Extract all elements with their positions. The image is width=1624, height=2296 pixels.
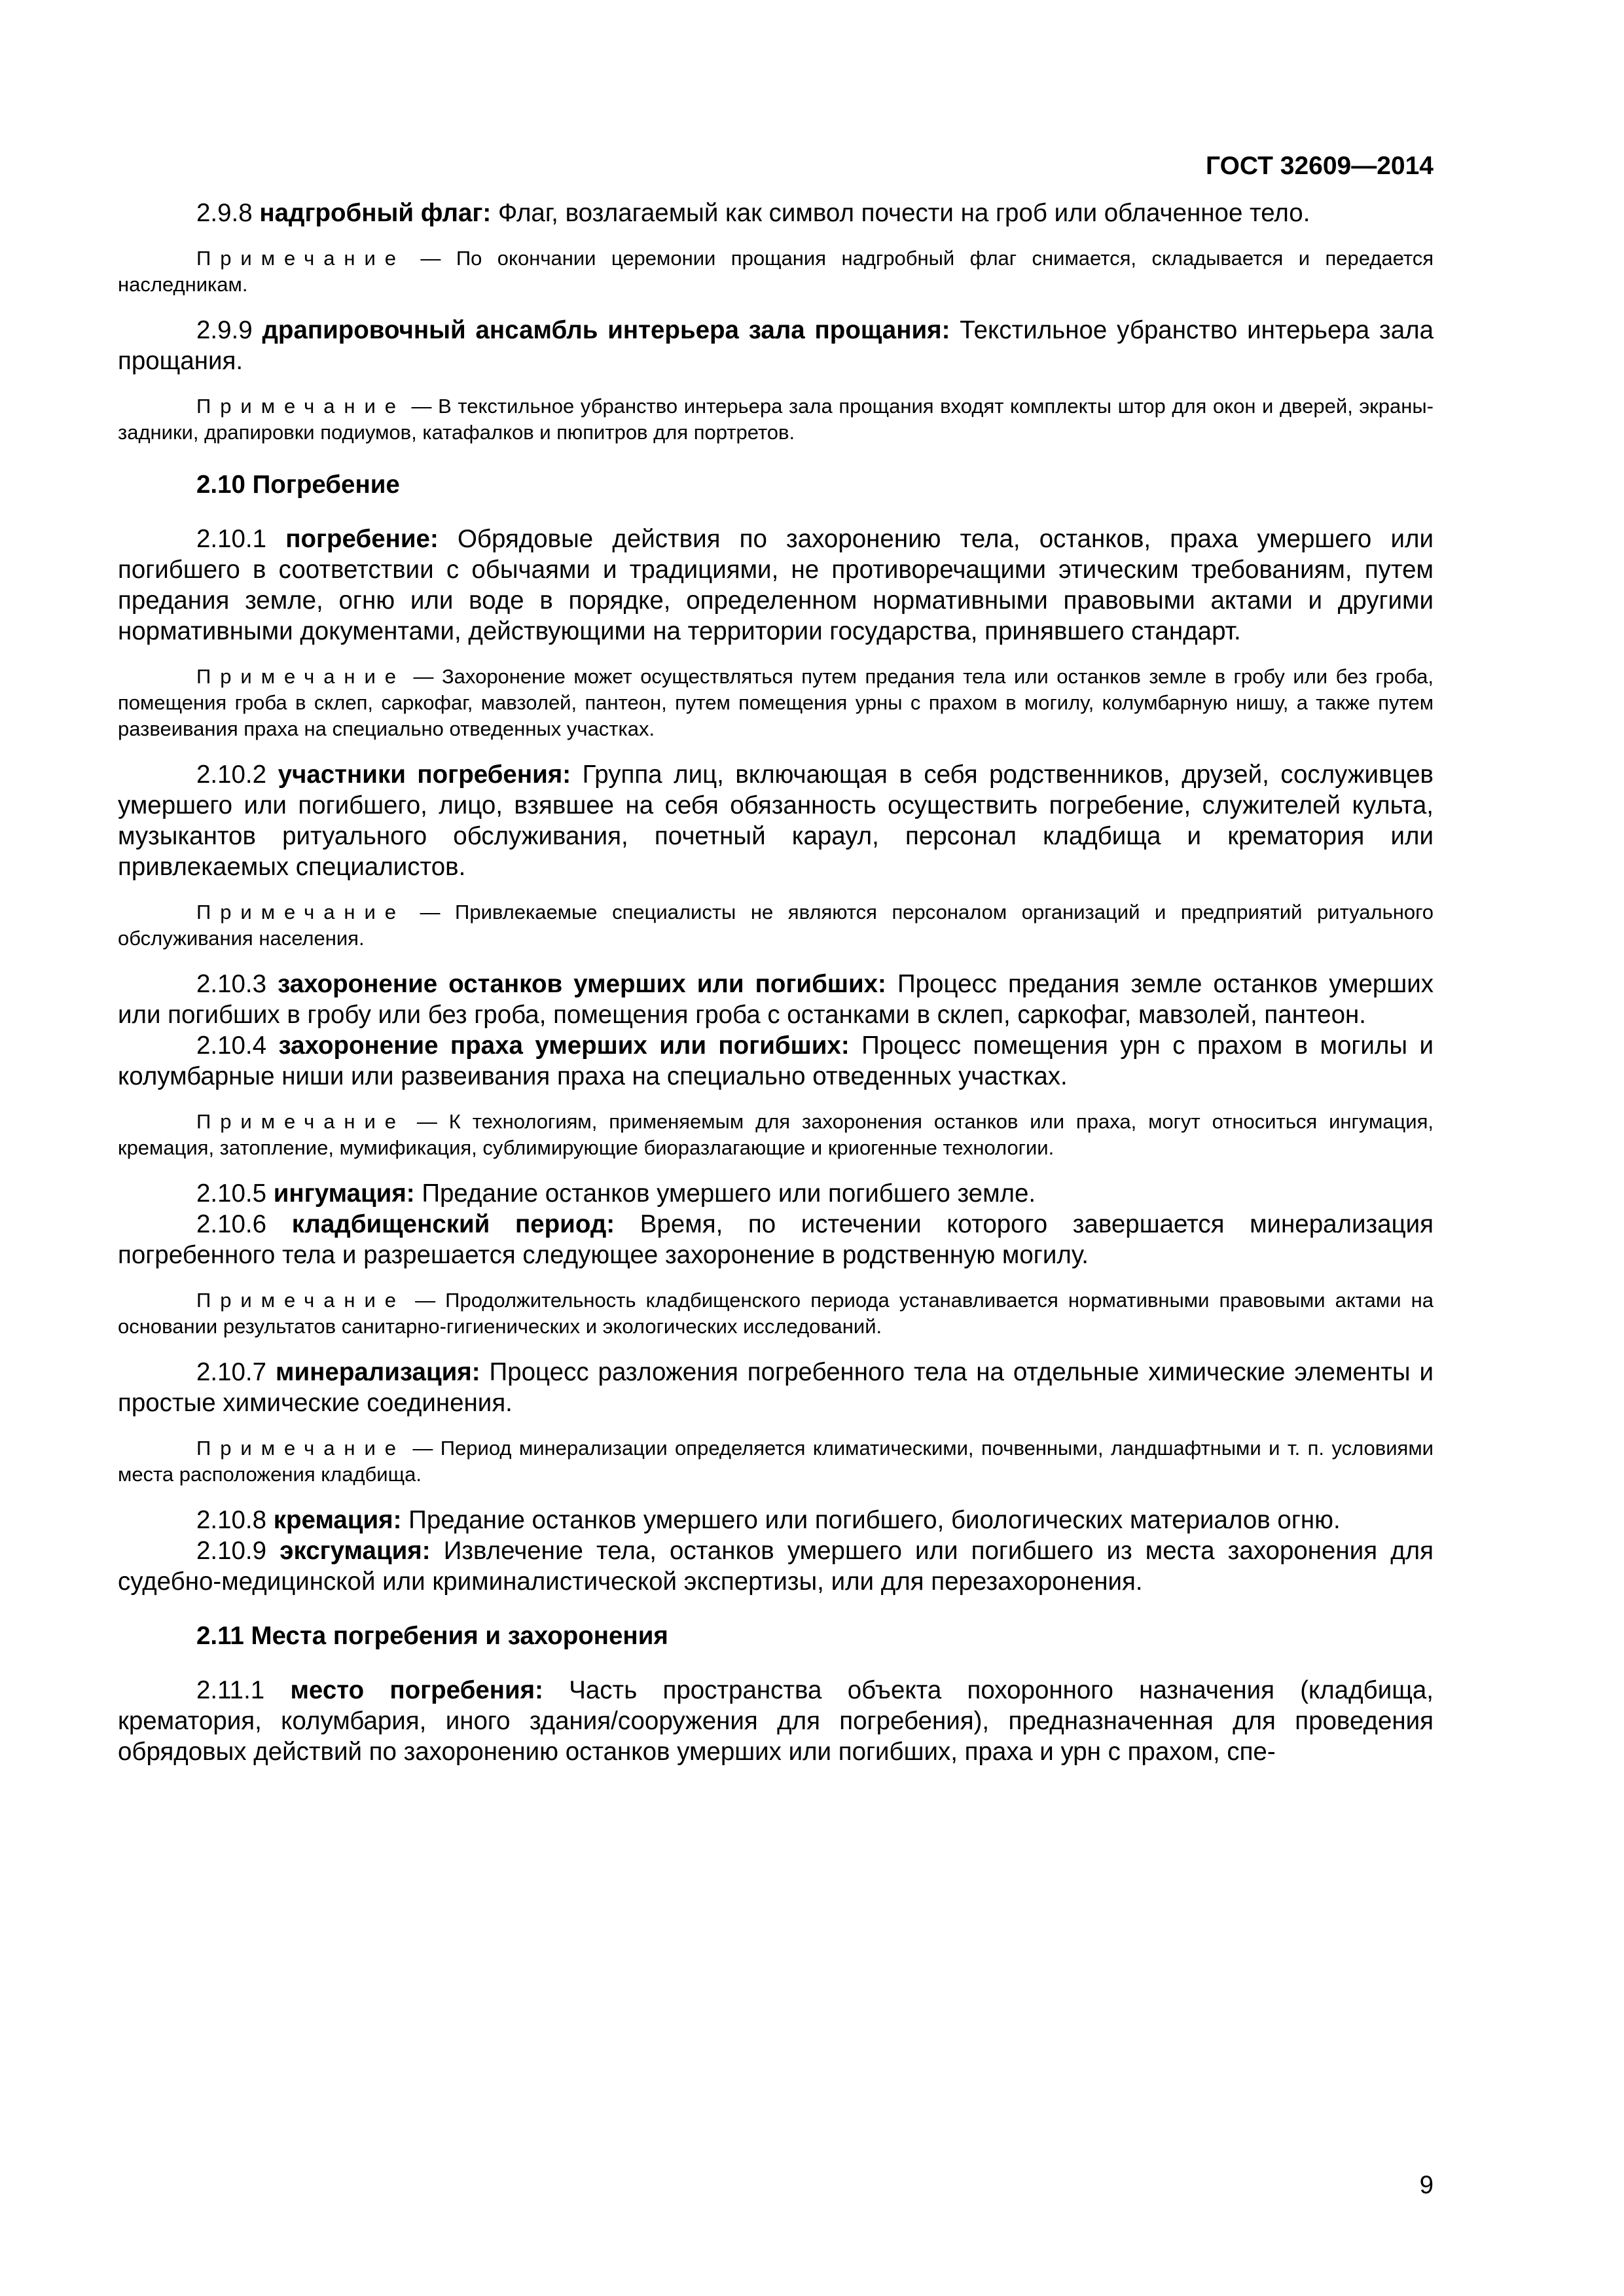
term: место погребения: — [290, 1676, 543, 1704]
definition-text: Процесс предания земле останков умерших или погибших в гробу или без гроба, помещения гроба с останками в склеп, саркофаг, мавзолей, пантеон. — [118, 970, 1434, 1029]
clause-number: 2.9.8 — [196, 199, 253, 227]
term: участники погребения: — [278, 761, 571, 789]
definition-text: Предание останков умершего или погибшего, биологических материалов огню. — [408, 1506, 1341, 1534]
definition-text: Время, по истечении которого завершается минерализация погребенного тела и разрешается следующее захоронение в родственную могилу. — [118, 1210, 1434, 1269]
note-paragraph — [118, 245, 1434, 298]
definition-text: Текстильное убранство интерьера зала прощания. — [118, 316, 1434, 375]
definition-paragraph — [118, 524, 1434, 647]
note-paragraph — [118, 899, 1434, 952]
standard-header: ГОСТ 32609—2014 — [1206, 152, 1434, 180]
term: кладбищенский период: — [291, 1210, 615, 1238]
term: надгробный флаг: — [259, 199, 492, 227]
definition-paragraph — [118, 1675, 1434, 1767]
definition-text: Часть пространства объекта похоронного назначения (кладбища, крематория, колумбария, иного здания/сооружения для погребения), предназначенная для проведения обрядовых действий по захоронению останков умерших или погибших, праха и урн с прахом, спе- — [118, 1676, 1434, 1766]
definition-text: Извлечение тела, останков умершего или погибшего из места захоронения для судебно-медицинской или криминалистической экспертизы, или для перезахоронения. — [118, 1537, 1434, 1596]
clause-number: 2.10.7 — [196, 1358, 267, 1386]
definition-paragraph — [118, 1209, 1434, 1270]
document-page — [118, 151, 1434, 2212]
term: драпировочный ансамбль интерьера зала прощания: — [262, 316, 950, 344]
note-text: — Привлекаемые специалисты не являются персоналом организаций и предприятий ритуального обслуживания населения. — [118, 901, 1434, 950]
document-body — [118, 198, 1434, 1767]
term: эксгумация: — [280, 1537, 431, 1565]
note-text: — По окончании церемонии прощания надгробный флаг снимается, складывается и передается наследникам. — [118, 247, 1434, 296]
term: захоронение праха умерших или погибших: — [278, 1031, 850, 1060]
definition-text: Процесс помещения урн с прахом в могилы и колумбарные ниши или развеивания праха на специально отведенных участках. — [118, 1031, 1434, 1090]
note-text: — К технологиям, применяемым для захоронения останков или праха, могут относиться ингумация, кремация, затопление, мумификация, сублимирующие биоразлагающие и криогенные технологии. — [118, 1110, 1434, 1159]
clause-number: 2.10.9 — [196, 1537, 267, 1565]
note-text: — Захоронение может осуществляться путем предания тела или останков земле в гробу или без гроба, помещения гроба в склеп, саркофаг, мавзолей, пантеон, путем помещения урны с прахом в могилу, колумбарную нишу, а также путем развеивания праха на специально отведенных участках. — [118, 665, 1434, 740]
section-heading: 2.10 Погребение — [196, 471, 400, 499]
note-text: — Период минерализации определяется климатическими, почвенными, ландшафтными и т. п. условиями места расположения кладбища. — [118, 1437, 1434, 1486]
note-label: Примечание — [196, 1110, 405, 1133]
definition-paragraph — [118, 759, 1434, 882]
definition-paragraph — [118, 1535, 1434, 1597]
clause-number: 2.10.3 — [196, 970, 267, 998]
definition-paragraph — [118, 1505, 1434, 1535]
term: ингумация: — [273, 1179, 415, 1208]
note-paragraph — [118, 664, 1434, 742]
note-label: Примечание — [196, 1289, 405, 1312]
definition-text: Процесс разложения погребенного тела на отдельные химические элементы и простые химические соединения. — [118, 1358, 1434, 1417]
clause-number: 2.10.8 — [196, 1506, 267, 1534]
definition-text: Обрядовые действия по захоронению тела, останков, праха умершего или погибшего в соответствии с обычаями и традициями, не противоречащими этическим требованиям, путем предания земле, огню или воде в порядке, определенном нормативными правовыми актами и другими нормативными документами, действующими на территории государства, принявшего стандарт. — [118, 525, 1434, 645]
note-text: — Продолжительность кладбищенского периода устанавливается нормативными правовыми актами на основании результатов санитарно-гигиенических и экологических исследований. — [118, 1289, 1434, 1338]
definition-paragraph — [118, 1030, 1434, 1092]
clause-number: 2.10.4 — [196, 1031, 267, 1060]
definition-text: Группа лиц, включающая в себя родственников, друзей, сослуживцев умершего или погибшего, лицо, взявшее на себя обязанность осуществить погребение, служителей культа, музыкантов ритуального обслуживания, почетный караул, персонал кладбища и крематория или привлекаемых специалистов. — [118, 761, 1434, 881]
note-label: Примечание — [196, 395, 405, 418]
page-number: 9 — [1419, 2171, 1434, 2199]
note-text: — В текстильное убранство интерьера зала прощания входят комплекты штор для окон и дверей, экраны-задники, драпировки подиумов, катафалков и пюпитров для портретов. — [118, 395, 1434, 444]
definition-paragraph — [118, 198, 1434, 228]
definition-paragraph — [118, 1357, 1434, 1418]
section-heading: 2.11 Места погребения и захоронения — [196, 1622, 668, 1650]
definition-paragraph — [118, 969, 1434, 1030]
term: захоронение останков умерших или погибших: — [278, 970, 886, 998]
clause-number: 2.10.1 — [196, 525, 267, 553]
clause-number: 2.11.1 — [196, 1676, 265, 1704]
definition-paragraph — [118, 1178, 1434, 1209]
term: погребение: — [285, 525, 439, 553]
definition-text: Флаг, возлагаемый как символ почести на гроб или облаченное тело. — [497, 199, 1310, 227]
note-label: Примечание — [196, 247, 405, 270]
note-paragraph — [118, 1435, 1434, 1488]
term: кремация: — [273, 1506, 402, 1534]
clause-number: 2.10.6 — [196, 1210, 267, 1238]
term: минерализация: — [276, 1358, 480, 1386]
note-paragraph — [118, 1109, 1434, 1161]
clause-number: 2.10.2 — [196, 761, 267, 789]
definition-text: Предание останков умершего или погибшего земле. — [422, 1179, 1036, 1208]
note-paragraph — [118, 1287, 1434, 1340]
note-paragraph — [118, 393, 1434, 446]
clause-number: 2.10.5 — [196, 1179, 267, 1208]
note-label: Примечание — [196, 1437, 405, 1460]
note-label: Примечание — [196, 901, 405, 924]
clause-number: 2.9.9 — [196, 316, 253, 344]
definition-paragraph — [118, 315, 1434, 376]
note-label: Примечание — [196, 665, 405, 688]
